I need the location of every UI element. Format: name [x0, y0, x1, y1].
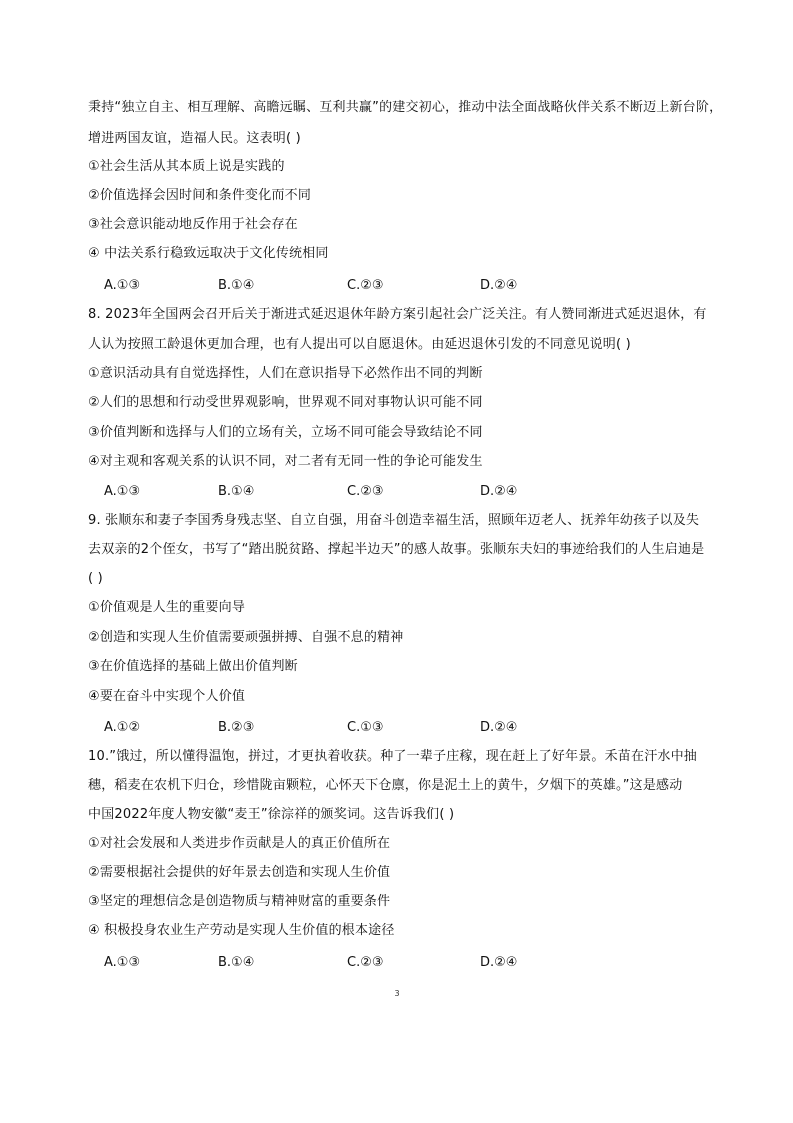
- question-stem-line: 去双亲的2个侄女，书写了“踏出脱贫路、撑起半边天”的感人故事。张顺东夫妇的事迹给我们的人生启迪是: [88, 542, 705, 557]
- statement: ④ 中法关系行稳致远取决于文化传统相同: [88, 246, 329, 261]
- page-number: 3: [394, 989, 400, 998]
- answer-options: [104, 719, 664, 737]
- statement: ③坚定的理想信念是创造物质与精神财富的重要条件: [88, 894, 391, 909]
- statement: ②创造和实现人生价值需要顽强拼搏、自强不息的精神: [88, 630, 404, 645]
- statement: ④要在奋斗中实现个人价值: [88, 689, 246, 704]
- option-b: B.①④: [218, 955, 255, 970]
- answer-options: [104, 954, 664, 972]
- question-stem-line: 穗，稻麦在农机下归仓，珍惜陇亩颗粒，心怀天下仓廪，你是泥土上的黄牛，夕烟下的英雄。”这是感动: [88, 778, 683, 793]
- statement: ①社会生活从其本质上说是实践的: [88, 159, 285, 174]
- statement: ④对主观和客观关系的认识不同，对二者有无同一性的争论可能发生: [88, 454, 483, 469]
- option-c: C.①③: [347, 720, 384, 735]
- statement: ①意识活动具有自觉选择性，人们在意识指导下必然作出不同的判断: [88, 366, 483, 381]
- statement: ③在价值选择的基础上做出价值判断: [88, 659, 298, 674]
- option-c: C.②③: [347, 484, 384, 499]
- statement: ①对社会发展和人类进步作贡献是人的真正价值所在: [88, 836, 391, 851]
- statement: ③价值判断和选择与人们的立场有关，立场不同可能会导致结论不同: [88, 425, 483, 440]
- statement: ②价值选择会因时间和条件变化而不同: [88, 188, 312, 203]
- answer-options: [104, 483, 664, 501]
- question-stem-line: 中国2022年度人物安徽“麦王”徐淙祥的颁奖词。这告诉我们( ): [88, 807, 455, 822]
- question-stem-line: 增进两国友谊，造福人民。这表明( ): [88, 131, 301, 146]
- option-d: D.②④: [480, 955, 518, 970]
- statement: ④ 积极投身农业生产劳动是实现人生价值的根本途径: [88, 923, 395, 938]
- option-d: D.②④: [480, 278, 518, 293]
- option-d: D.②④: [480, 720, 518, 735]
- question-stem-line: 人认为按照工龄退休更加合理，也有人提出可以自愿退休。由延迟退休引发的不同意见说明( ): [88, 337, 631, 352]
- option-a: A.①③: [104, 278, 141, 293]
- question-stem-line: 10.”饿过，所以懂得温饱，拼过，才更执着收获。种了一辈子庄稼，现在赶上了好年景。禾苗在汗水中抽: [88, 749, 698, 764]
- statement: ①价值观是人生的重要向导: [88, 600, 246, 615]
- question-stem-line: 秉持“独立自主、相互理解、高瞻远瞩、互利共赢”的建交初心，推动中法全面战略伙伴关系不断迈上新台阶，: [88, 100, 723, 115]
- statement: ②需要根据社会提供的好年景去创造和实现人生价值: [88, 865, 391, 880]
- statement: ②人们的思想和行动受世界观影响，世界观不同对事物认识可能不同: [88, 395, 483, 410]
- option-d: D.②④: [480, 484, 518, 499]
- answer-options: [104, 277, 664, 295]
- option-c: C.②③: [347, 278, 384, 293]
- option-a: A.①③: [104, 955, 141, 970]
- option-a: A.①③: [104, 484, 141, 499]
- option-b: B.①④: [218, 484, 255, 499]
- option-b: B.②③: [218, 720, 255, 735]
- statement: ③社会意识能动地反作用于社会存在: [88, 217, 298, 232]
- option-a: A.①②: [104, 720, 141, 735]
- question-stem-line: 9. 张顺东和妻子李国秀身残志坚、自立自强，用奋斗创造幸福生活，照顾年迈老人、抚养年幼孩子以及失: [88, 513, 700, 528]
- option-c: C.②③: [347, 955, 384, 970]
- question-stem-line: ( ): [88, 571, 103, 586]
- option-b: B.①④: [218, 278, 255, 293]
- question-stem-line: 8. 2023年全国两会召开后关于渐进式延迟退休年龄方案引起社会广泛关注。有人赞同渐进式延迟退休，有: [88, 307, 707, 322]
